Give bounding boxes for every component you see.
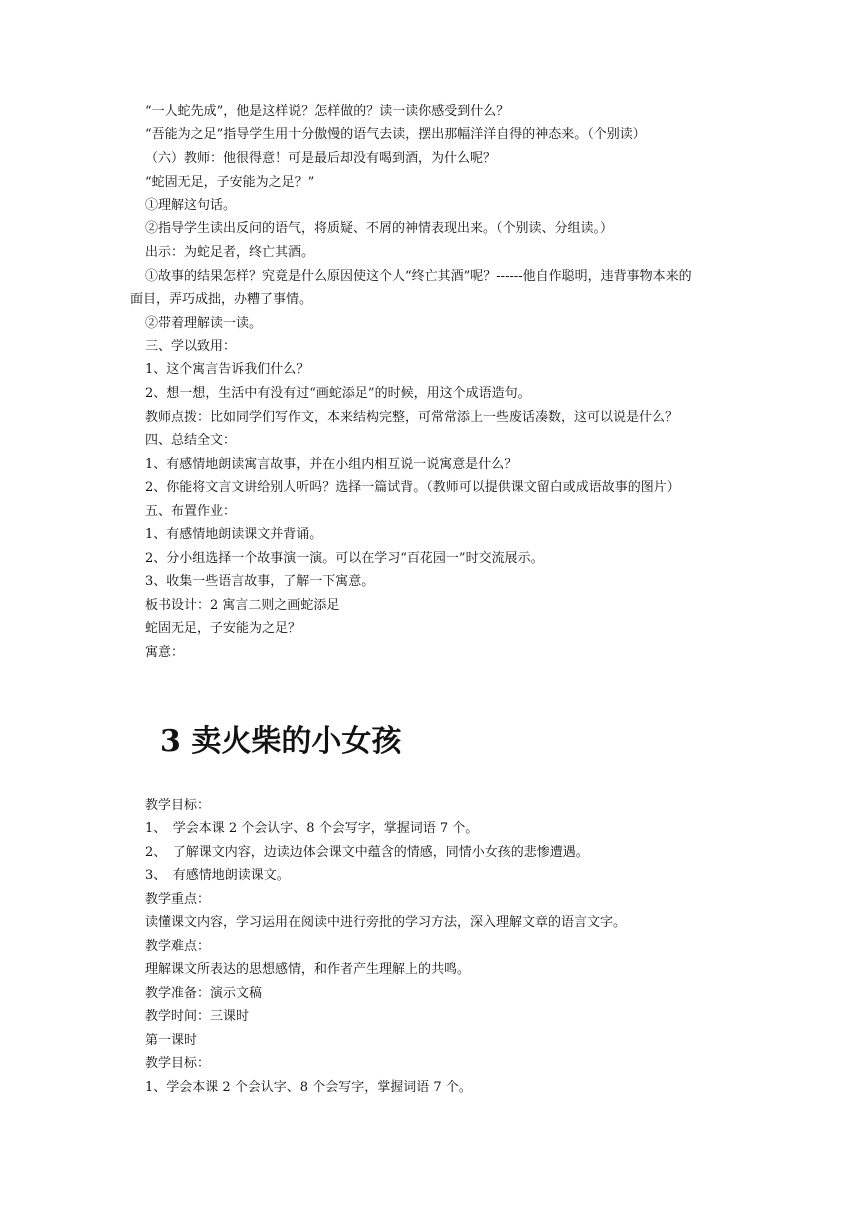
text-line: ①理解这句话。 <box>145 198 237 213</box>
text-line: “吾能为之足”指导学生用十分傲慢的语气去读，摆出那幅洋洋自得的神态来。（个别读） <box>145 127 646 142</box>
text-line: 理解课文所表达的思想感情，和作者产生理解上的共鸣。 <box>145 962 471 977</box>
text-line: 出示：为蛇足者，终亡其酒。 <box>145 245 315 260</box>
text-line: “一人蛇先成”，他是这样说？怎样做的？读一读你感受到什么？ <box>145 104 510 119</box>
text-line: 教学难点： <box>145 939 211 954</box>
text-line: 2、分小组选择一个故事演一演。可以在学习“百花园一”时交流展示。 <box>145 551 544 566</box>
text-line: ②指导学生读出反问的语气，将质疑、不屑的神情表现出来。（个别读、分组读。） <box>145 221 614 236</box>
text-line: ①故事的结果怎样？究竟是什么原因使这个人“终亡其酒”呢？------他自作聪明，违背事物本来的 <box>145 269 692 284</box>
text-line: ②带着理解读一读。 <box>145 316 263 331</box>
text-line: 教学目标： <box>145 1056 211 1071</box>
text-line: “蛇固无足，子安能为之足？” <box>145 175 315 190</box>
section-heading: 五、布置作业： <box>145 504 237 519</box>
text-line: 3、 有感情地朗读课文。 <box>145 868 290 883</box>
text-line: 1、 学会本课 2 个会认字、8 个会写字，掌握词语 7 个。 <box>145 821 479 836</box>
text-line: 1、有感情地朗读课文并背诵。 <box>145 527 323 542</box>
text-line: 寓意： <box>145 645 185 660</box>
text-line: 面目，弄巧成拙，办糟了事情。 <box>130 292 313 307</box>
text-line: 教学重点： <box>145 892 211 907</box>
text-line: 教学时间：三课时 <box>145 1009 250 1024</box>
text-line: 1、学会本课 2 个会认字、8 个会写字，掌握词语 7 个。 <box>145 1080 472 1095</box>
text-line: 1、有感情地朗读寓言故事，并在小组内相互说一说寓意是什么？ <box>145 457 518 472</box>
section-heading: 四、总结全文： <box>145 433 237 448</box>
text-line: 2、想一想，生活中有没有过“画蛇添足”的时候，用这个成语造句。 <box>145 386 531 401</box>
text-line: 教师点拨：比如同学们写作文，本来结构完整，可常常添上一些废话凑数，这可以说是什么？ <box>145 410 679 425</box>
text-line: 教学准备：演示文稿 <box>145 986 263 1001</box>
text-line: 教学目标： <box>145 798 211 813</box>
section-heading: 三、学以致用： <box>145 339 237 354</box>
text-line: 读懂课文内容，学习运用在阅读中进行旁批的学习方法，深入理解文章的语言文字。 <box>145 915 627 930</box>
text-line: 板书设计：2 寓言二则之画蛇添足 <box>145 598 340 613</box>
text-line: 2、你能将文言文讲给别人听吗？选择一篇试背。（教师可以提供课文留白或成语故事的图片） <box>145 480 680 495</box>
text-line: 第一课时 <box>145 1033 198 1048</box>
text-line: 3、收集一些语言故事，了解一下寓意。 <box>145 574 375 589</box>
lesson-title: 3 卖火柴的小女孩 <box>160 724 402 759</box>
text-line: 1、这个寓言告诉我们什么？ <box>145 362 310 377</box>
text-line: 2、 了解课文内容，边读边体会课文中蕴含的情感，同情小女孩的悲惨遭遇。 <box>145 845 589 860</box>
text-line: （六）教师：他很得意！可是最后却没有喝到酒，为什么呢？ <box>145 151 497 166</box>
text-line: 蛇固无足，子安能为之足？ <box>145 621 302 636</box>
